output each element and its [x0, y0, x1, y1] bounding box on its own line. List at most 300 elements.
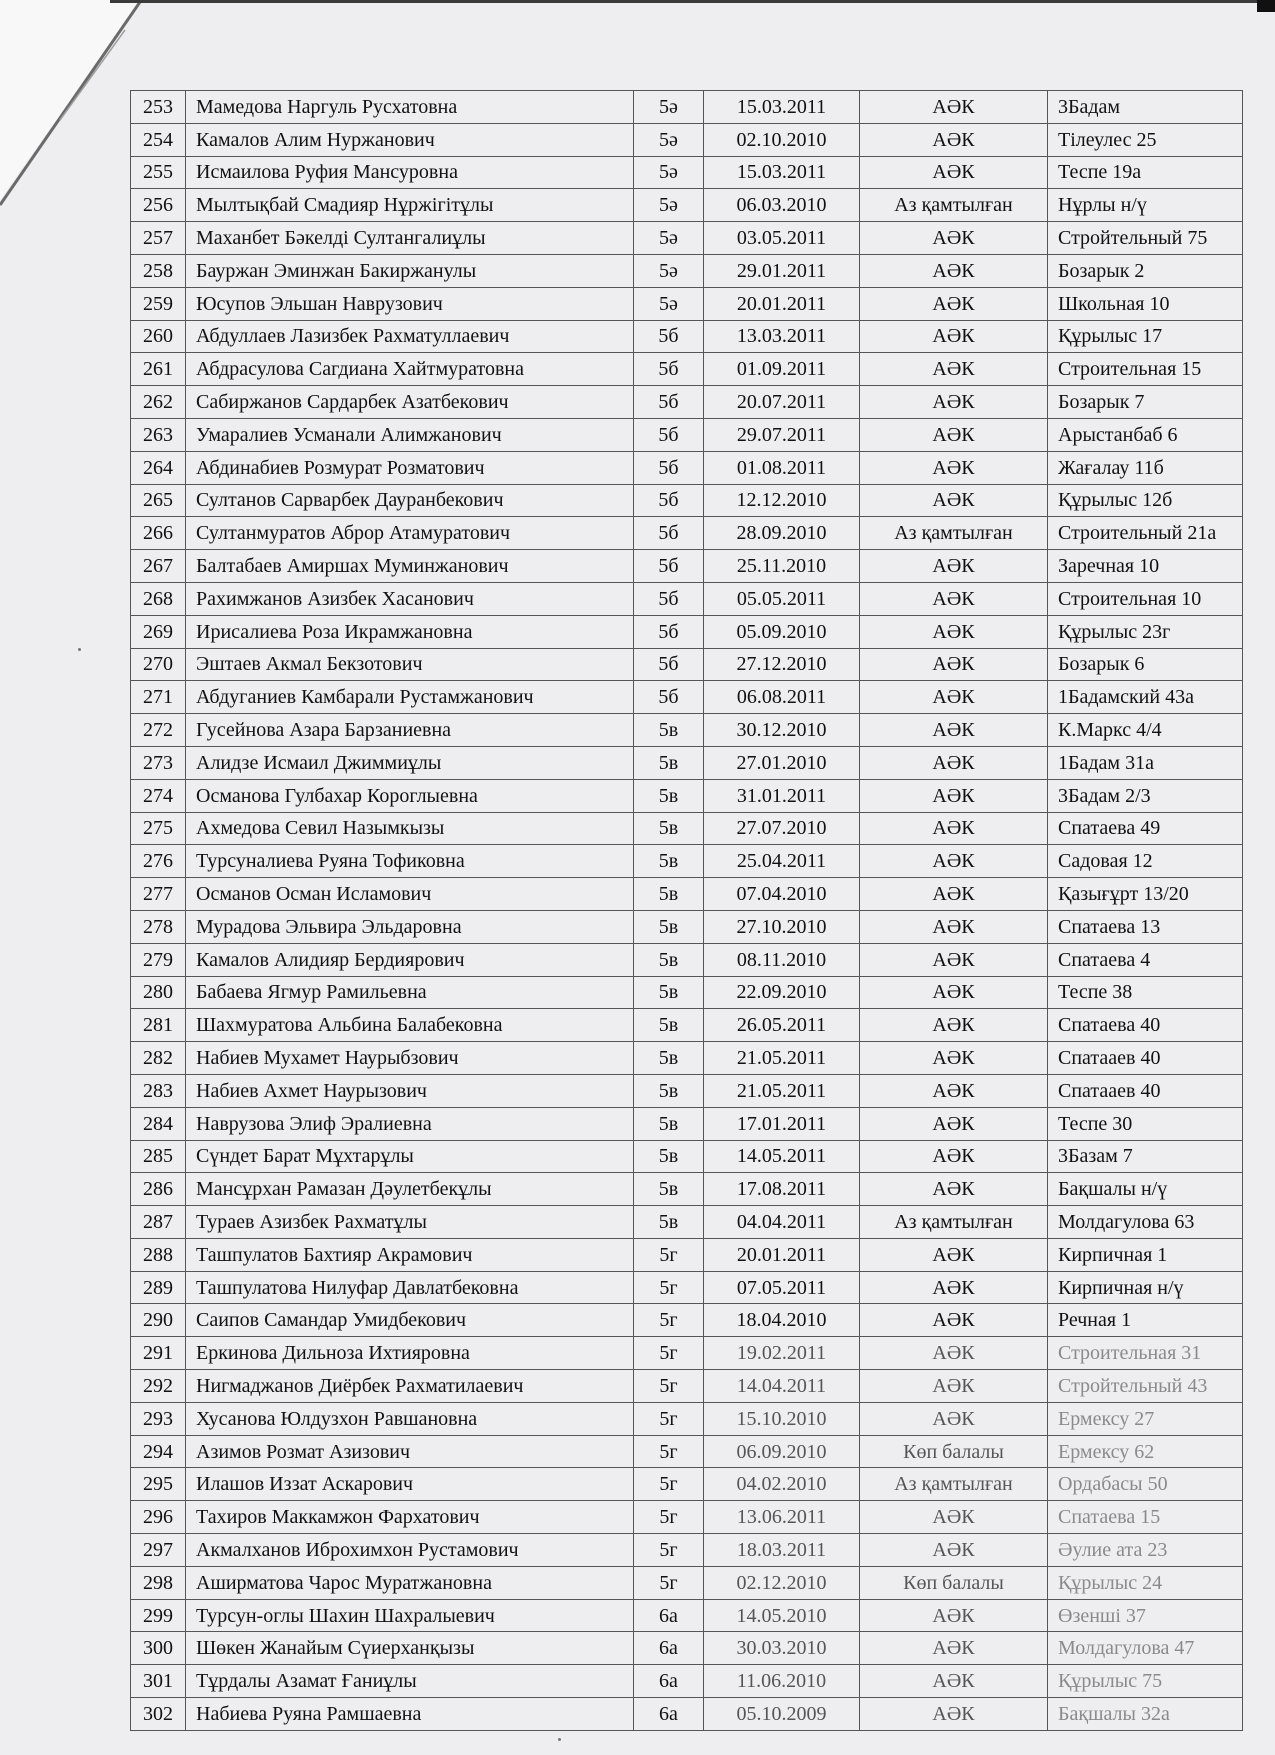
student-name: Акмалханов Иброхимхон Рустамович	[186, 1534, 634, 1567]
table-row	[131, 1337, 1243, 1370]
row-number: 271	[131, 681, 186, 714]
student-name: Саипов Самандар Умидбекович	[186, 1304, 634, 1337]
row-number: 295	[131, 1468, 186, 1501]
status-cell: АӘК	[860, 976, 1048, 1009]
table-row	[131, 386, 1243, 419]
table-row	[131, 1304, 1243, 1337]
class-cell: 5г	[634, 1501, 704, 1534]
address-cell: Теспе 30	[1048, 1107, 1243, 1140]
status-cell: АӘК	[860, 320, 1048, 353]
status-cell: АӘК	[860, 845, 1048, 878]
status-cell: АӘК	[860, 1337, 1048, 1370]
birth-date: 01.09.2011	[704, 353, 860, 386]
address-cell: Бақшалы н/ү	[1048, 1173, 1243, 1206]
birth-date: 25.04.2011	[704, 845, 860, 878]
status-cell: АӘК	[860, 1238, 1048, 1271]
student-name: Юсупов Эльшан Наврузович	[186, 287, 634, 320]
table-row	[131, 746, 1243, 779]
status-cell: АӘК	[860, 222, 1048, 255]
class-cell: 5б	[634, 386, 704, 419]
birth-date: 06.03.2010	[704, 189, 860, 222]
class-cell: 5г	[634, 1566, 704, 1599]
birth-date: 15.10.2010	[704, 1402, 860, 1435]
student-name: Азимов Розмат Азизович	[186, 1435, 634, 1468]
table-row	[131, 878, 1243, 911]
address-cell: 1Бадам 31а	[1048, 746, 1243, 779]
class-cell: 5г	[634, 1402, 704, 1435]
birth-date: 03.05.2011	[704, 222, 860, 255]
student-name: Бабаева Ягмур Рамильевна	[186, 976, 634, 1009]
student-name: Ташпулатова Нилуфар Давлатбековна	[186, 1271, 634, 1304]
class-cell: 5г	[634, 1435, 704, 1468]
status-cell: Көп балалы	[860, 1566, 1048, 1599]
scan-corner-shadow	[1257, 0, 1275, 12]
class-cell: 5в	[634, 779, 704, 812]
table-row	[131, 779, 1243, 812]
address-cell: Спатааев 40	[1048, 1042, 1243, 1075]
address-cell: Құрылыс 75	[1048, 1665, 1243, 1698]
table-row	[131, 1402, 1243, 1435]
student-name: Турсуналиева Руяна Тофиковна	[186, 845, 634, 878]
table-row	[131, 1173, 1243, 1206]
status-cell: АӘК	[860, 582, 1048, 615]
birth-date: 30.03.2010	[704, 1632, 860, 1665]
class-cell: 5в	[634, 1107, 704, 1140]
student-name: Эштаев Акмал Бекзотович	[186, 648, 634, 681]
table-row	[131, 1599, 1243, 1632]
class-cell: 5в	[634, 845, 704, 878]
student-name: Хусанова Юлдузхон Равшановна	[186, 1402, 634, 1435]
address-cell: Стройтельный 75	[1048, 222, 1243, 255]
status-cell: АӘК	[860, 156, 1048, 189]
birth-date: 17.08.2011	[704, 1173, 860, 1206]
class-cell: 5б	[634, 582, 704, 615]
class-cell: 5б	[634, 681, 704, 714]
address-cell: Тілеулес 25	[1048, 123, 1243, 156]
row-number: 263	[131, 418, 186, 451]
table-row	[131, 1468, 1243, 1501]
status-cell: АӘК	[860, 1107, 1048, 1140]
table-row	[131, 156, 1243, 189]
table-row	[131, 1665, 1243, 1698]
birth-date: 06.09.2010	[704, 1435, 860, 1468]
row-number: 282	[131, 1042, 186, 1075]
table-row	[131, 1238, 1243, 1271]
birth-date: 05.09.2010	[704, 615, 860, 648]
birth-date: 29.01.2011	[704, 254, 860, 287]
row-number: 285	[131, 1140, 186, 1173]
class-cell: 5г	[634, 1370, 704, 1403]
student-name: Абдуллаев Лазизбек Рахматуллаевич	[186, 320, 634, 353]
status-cell: АӘК	[860, 1173, 1048, 1206]
scan-speck	[78, 648, 81, 651]
birth-date: 02.10.2010	[704, 123, 860, 156]
student-name: Турсун-оглы Шахин Шахралыевич	[186, 1599, 634, 1632]
row-number: 280	[131, 976, 186, 1009]
row-number: 301	[131, 1665, 186, 1698]
status-cell: АӘК	[860, 615, 1048, 648]
student-name: Камалов Алим Нуржанович	[186, 123, 634, 156]
row-number: 275	[131, 812, 186, 845]
address-cell: Жағалау 11б	[1048, 451, 1243, 484]
class-cell: 5в	[634, 976, 704, 1009]
class-cell: 5ә	[634, 254, 704, 287]
table-row	[131, 1435, 1243, 1468]
status-cell: Аз қамтылған	[860, 1468, 1048, 1501]
status-cell: АӘК	[860, 1370, 1048, 1403]
class-cell: 6а	[634, 1665, 704, 1698]
address-cell: Стройтельный 43	[1048, 1370, 1243, 1403]
address-cell: Қазығұрт 13/20	[1048, 878, 1243, 911]
status-cell: Көп балалы	[860, 1435, 1048, 1468]
student-name: Османова Гулбахар Короглыевна	[186, 779, 634, 812]
birth-date: 29.07.2011	[704, 418, 860, 451]
birth-date: 14.05.2011	[704, 1140, 860, 1173]
birth-date: 20.07.2011	[704, 386, 860, 419]
address-cell: Кирпичная 1	[1048, 1238, 1243, 1271]
status-cell: АӘК	[860, 779, 1048, 812]
student-name: Гусейнова Азара Барзаниевна	[186, 714, 634, 747]
table-row	[131, 1632, 1243, 1665]
birth-date: 15.03.2011	[704, 156, 860, 189]
class-cell: 5г	[634, 1271, 704, 1304]
status-cell: АӘК	[860, 746, 1048, 779]
status-cell: АӘК	[860, 91, 1048, 124]
student-name: Тахиров Маккамжон Фархатович	[186, 1501, 634, 1534]
status-cell: АӘК	[860, 714, 1048, 747]
class-cell: 5б	[634, 615, 704, 648]
table-row	[131, 550, 1243, 583]
status-cell: АӘК	[860, 1042, 1048, 1075]
table-row	[131, 123, 1243, 156]
student-name: Сабиржанов Сардарбек Азатбекович	[186, 386, 634, 419]
class-cell: 5г	[634, 1238, 704, 1271]
row-number: 253	[131, 91, 186, 124]
student-name: Шөкен Жанайым Сүиерханқызы	[186, 1632, 634, 1665]
student-name: Умаралиев Усманали Алимжанович	[186, 418, 634, 451]
student-name: Еркинова Дильноза Ихтияровна	[186, 1337, 634, 1370]
row-number: 277	[131, 878, 186, 911]
student-name: Балтабаев Амиршах Муминжанович	[186, 550, 634, 583]
birth-date: 25.11.2010	[704, 550, 860, 583]
class-cell: 5в	[634, 746, 704, 779]
status-cell: АӘК	[860, 878, 1048, 911]
row-number: 258	[131, 254, 186, 287]
address-cell: Теспе 19а	[1048, 156, 1243, 189]
student-name: Аширматова Чарос Муратжановна	[186, 1566, 634, 1599]
row-number: 278	[131, 910, 186, 943]
birth-date: 01.08.2011	[704, 451, 860, 484]
status-cell: АӘК	[860, 812, 1048, 845]
class-cell: 5б	[634, 418, 704, 451]
student-name: Нигмаджанов Диёрбек Рахматилаевич	[186, 1370, 634, 1403]
table-row	[131, 1140, 1243, 1173]
birth-date: 26.05.2011	[704, 1009, 860, 1042]
table-row	[131, 1074, 1243, 1107]
class-cell: 5в	[634, 714, 704, 747]
table-row	[131, 812, 1243, 845]
student-name: Камалов Алидияр Бердиярович	[186, 943, 634, 976]
student-name: Абдуганиев Камбарали Рустамжанович	[186, 681, 634, 714]
row-number: 269	[131, 615, 186, 648]
status-cell: АӘК	[860, 1599, 1048, 1632]
row-number: 267	[131, 550, 186, 583]
address-cell: Бозарык 6	[1048, 648, 1243, 681]
birth-date: 08.11.2010	[704, 943, 860, 976]
address-cell: Кирпичная н/ү	[1048, 1271, 1243, 1304]
table-row	[131, 1271, 1243, 1304]
address-cell: Речная 1	[1048, 1304, 1243, 1337]
row-number: 273	[131, 746, 186, 779]
table-row	[131, 1009, 1243, 1042]
address-cell: Арыстанбаб 6	[1048, 418, 1243, 451]
table-row	[131, 254, 1243, 287]
class-cell: 5г	[634, 1337, 704, 1370]
address-cell: Бозарык 2	[1048, 254, 1243, 287]
class-cell: 6а	[634, 1599, 704, 1632]
student-name: Султанов Сарварбек Дауранбекович	[186, 484, 634, 517]
table-row	[131, 484, 1243, 517]
row-number: 262	[131, 386, 186, 419]
birth-date: 21.05.2011	[704, 1074, 860, 1107]
table-row	[131, 615, 1243, 648]
class-cell: 5б	[634, 484, 704, 517]
student-name: Османов Осман Исламович	[186, 878, 634, 911]
row-number: 279	[131, 943, 186, 976]
table-row	[131, 714, 1243, 747]
class-cell: 5ә	[634, 222, 704, 255]
student-name: Абдинабиев Розмурат Розматович	[186, 451, 634, 484]
class-cell: 5б	[634, 550, 704, 583]
birth-date: 05.05.2011	[704, 582, 860, 615]
student-name: Исмаилова Руфия Мансуровна	[186, 156, 634, 189]
row-number: 289	[131, 1271, 186, 1304]
student-name: Ирисалиева Роза Икрамжановна	[186, 615, 634, 648]
status-cell: АӘК	[860, 287, 1048, 320]
scan-speck	[558, 1738, 561, 1741]
class-cell: 5в	[634, 910, 704, 943]
student-name: Наврузова Элиф Эралиевна	[186, 1107, 634, 1140]
class-cell: 5г	[634, 1304, 704, 1337]
table-row	[131, 845, 1243, 878]
row-number: 290	[131, 1304, 186, 1337]
row-number: 259	[131, 287, 186, 320]
birth-date: 14.04.2011	[704, 1370, 860, 1403]
address-cell: Бақшалы 32а	[1048, 1698, 1243, 1731]
status-cell: АӘК	[860, 1534, 1048, 1567]
table-row	[131, 1206, 1243, 1239]
birth-date: 27.12.2010	[704, 648, 860, 681]
class-cell: 5в	[634, 943, 704, 976]
class-cell: 5б	[634, 648, 704, 681]
table-row	[131, 1370, 1243, 1403]
student-name: Ташпулатов Бахтияр Акрамович	[186, 1238, 634, 1271]
address-cell: Өзенші 37	[1048, 1599, 1243, 1632]
class-cell: 5в	[634, 878, 704, 911]
table-row	[131, 189, 1243, 222]
address-cell: 3Базам 7	[1048, 1140, 1243, 1173]
birth-date: 06.08.2011	[704, 681, 860, 714]
address-cell: Спатаева 4	[1048, 943, 1243, 976]
student-name: Маханбет Бәкелді Султангалиұлы	[186, 222, 634, 255]
status-cell: Аз қамтылған	[860, 1206, 1048, 1239]
birth-date: 12.12.2010	[704, 484, 860, 517]
address-cell: К.Маркс 4/4	[1048, 714, 1243, 747]
class-cell: 5в	[634, 1206, 704, 1239]
birth-date: 27.01.2010	[704, 746, 860, 779]
class-cell: 5ә	[634, 189, 704, 222]
student-roster-table	[130, 90, 1243, 1731]
status-cell: АӘК	[860, 1402, 1048, 1435]
row-number: 268	[131, 582, 186, 615]
address-cell: Ермексу 62	[1048, 1435, 1243, 1468]
address-cell: Заречная 10	[1048, 550, 1243, 583]
row-number: 296	[131, 1501, 186, 1534]
class-cell: 5ә	[634, 123, 704, 156]
birth-date: 18.03.2011	[704, 1534, 860, 1567]
roster-body	[131, 91, 1243, 1731]
row-number: 281	[131, 1009, 186, 1042]
status-cell: АӘК	[860, 1271, 1048, 1304]
birth-date: 27.10.2010	[704, 910, 860, 943]
status-cell: АӘК	[860, 1698, 1048, 1731]
birth-date: 14.05.2010	[704, 1599, 860, 1632]
row-number: 264	[131, 451, 186, 484]
status-cell: АӘК	[860, 418, 1048, 451]
status-cell: АӘК	[860, 1665, 1048, 1698]
table-row	[131, 1534, 1243, 1567]
row-number: 297	[131, 1534, 186, 1567]
status-cell: Аз қамтылған	[860, 517, 1048, 550]
address-cell: Строительная 10	[1048, 582, 1243, 615]
status-cell: АӘК	[860, 648, 1048, 681]
row-number: 291	[131, 1337, 186, 1370]
table-row	[131, 943, 1243, 976]
row-number: 276	[131, 845, 186, 878]
address-cell: Спатаева 49	[1048, 812, 1243, 845]
class-cell: 5в	[634, 1042, 704, 1075]
row-number: 260	[131, 320, 186, 353]
table-row	[131, 976, 1243, 1009]
table-row	[131, 222, 1243, 255]
row-number: 300	[131, 1632, 186, 1665]
address-cell: Молдагулова 47	[1048, 1632, 1243, 1665]
address-cell: Құрылыс 17	[1048, 320, 1243, 353]
class-cell: 5г	[634, 1468, 704, 1501]
class-cell: 5в	[634, 812, 704, 845]
student-name: Сүндет Барат Мұхтарұлы	[186, 1140, 634, 1173]
class-cell: 5ә	[634, 287, 704, 320]
row-number: 294	[131, 1435, 186, 1468]
class-cell: 6а	[634, 1698, 704, 1731]
student-name: Шахмуратова Альбина Балабековна	[186, 1009, 634, 1042]
table-row	[131, 648, 1243, 681]
address-cell: Спатааев 40	[1048, 1074, 1243, 1107]
student-name: Илашов Иззат Аскарович	[186, 1468, 634, 1501]
status-cell: АӘК	[860, 254, 1048, 287]
address-cell: Спатаева 40	[1048, 1009, 1243, 1042]
student-name: Абдрасулова Сагдиана Хайтмуратовна	[186, 353, 634, 386]
student-name: Мамедова Наргуль Русхатовна	[186, 91, 634, 124]
class-cell: 5б	[634, 451, 704, 484]
student-name: Набиева Руяна Рамшаевна	[186, 1698, 634, 1731]
row-number: 292	[131, 1370, 186, 1403]
scan-top-edge	[110, 0, 1275, 13]
row-number: 255	[131, 156, 186, 189]
student-name: Бауржан Эминжан Бакиржанулы	[186, 254, 634, 287]
status-cell: АӘК	[860, 386, 1048, 419]
class-cell: 5в	[634, 1009, 704, 1042]
table-row	[131, 1698, 1243, 1731]
birth-date: 31.01.2011	[704, 779, 860, 812]
table-row	[131, 353, 1243, 386]
birth-date: 20.01.2011	[704, 287, 860, 320]
status-cell: АӘК	[860, 451, 1048, 484]
address-cell: Спатаева 13	[1048, 910, 1243, 943]
table-row	[131, 1042, 1243, 1075]
student-name: Тұрдалы Азамат Ғаниұлы	[186, 1665, 634, 1698]
student-name: Набиев Ахмет Наурызович	[186, 1074, 634, 1107]
class-cell: 5ә	[634, 91, 704, 124]
student-name: Тураев Азизбек Рахматұлы	[186, 1206, 634, 1239]
birth-date: 11.06.2010	[704, 1665, 860, 1698]
status-cell: АӘК	[860, 1074, 1048, 1107]
row-number: 265	[131, 484, 186, 517]
address-cell: 3Бадам	[1048, 91, 1243, 124]
birth-date: 13.03.2011	[704, 320, 860, 353]
address-cell: 1Бадамский 43а	[1048, 681, 1243, 714]
address-cell: Ордабасы 50	[1048, 1468, 1243, 1501]
address-cell: Школьная 10	[1048, 287, 1243, 320]
status-cell: АӘК	[860, 1632, 1048, 1665]
address-cell: Строительная 15	[1048, 353, 1243, 386]
status-cell: АӘК	[860, 943, 1048, 976]
birth-date: 04.02.2010	[704, 1468, 860, 1501]
birth-date: 05.10.2009	[704, 1698, 860, 1731]
row-number: 286	[131, 1173, 186, 1206]
row-number: 266	[131, 517, 186, 550]
status-cell: АӘК	[860, 484, 1048, 517]
table-row	[131, 418, 1243, 451]
student-name: Набиев Мухамет Наурыбзович	[186, 1042, 634, 1075]
row-number: 293	[131, 1402, 186, 1435]
row-number: 283	[131, 1074, 186, 1107]
class-cell: 5б	[634, 517, 704, 550]
table-row	[131, 681, 1243, 714]
row-number: 272	[131, 714, 186, 747]
address-cell: Әулие ата 23	[1048, 1534, 1243, 1567]
address-cell: 3Бадам 2/3	[1048, 779, 1243, 812]
student-name: Ахмедова Севил Назымкызы	[186, 812, 634, 845]
address-cell: Нұрлы н/ү	[1048, 189, 1243, 222]
table-row	[131, 910, 1243, 943]
address-cell: Спатаева 15	[1048, 1501, 1243, 1534]
status-cell: АӘК	[860, 910, 1048, 943]
status-cell: АӘК	[860, 123, 1048, 156]
class-cell: 6а	[634, 1632, 704, 1665]
birth-date: 07.04.2010	[704, 878, 860, 911]
student-name: Мурадова Эльвира Эльдаровна	[186, 910, 634, 943]
class-cell: 5г	[634, 1534, 704, 1567]
row-number: 288	[131, 1238, 186, 1271]
birth-date: 28.09.2010	[704, 517, 860, 550]
student-name: Рахимжанов Азизбек Хасанович	[186, 582, 634, 615]
table-row	[131, 320, 1243, 353]
status-cell: Аз қамтылған	[860, 189, 1048, 222]
birth-date: 17.01.2011	[704, 1107, 860, 1140]
row-number: 261	[131, 353, 186, 386]
birth-date: 02.12.2010	[704, 1566, 860, 1599]
